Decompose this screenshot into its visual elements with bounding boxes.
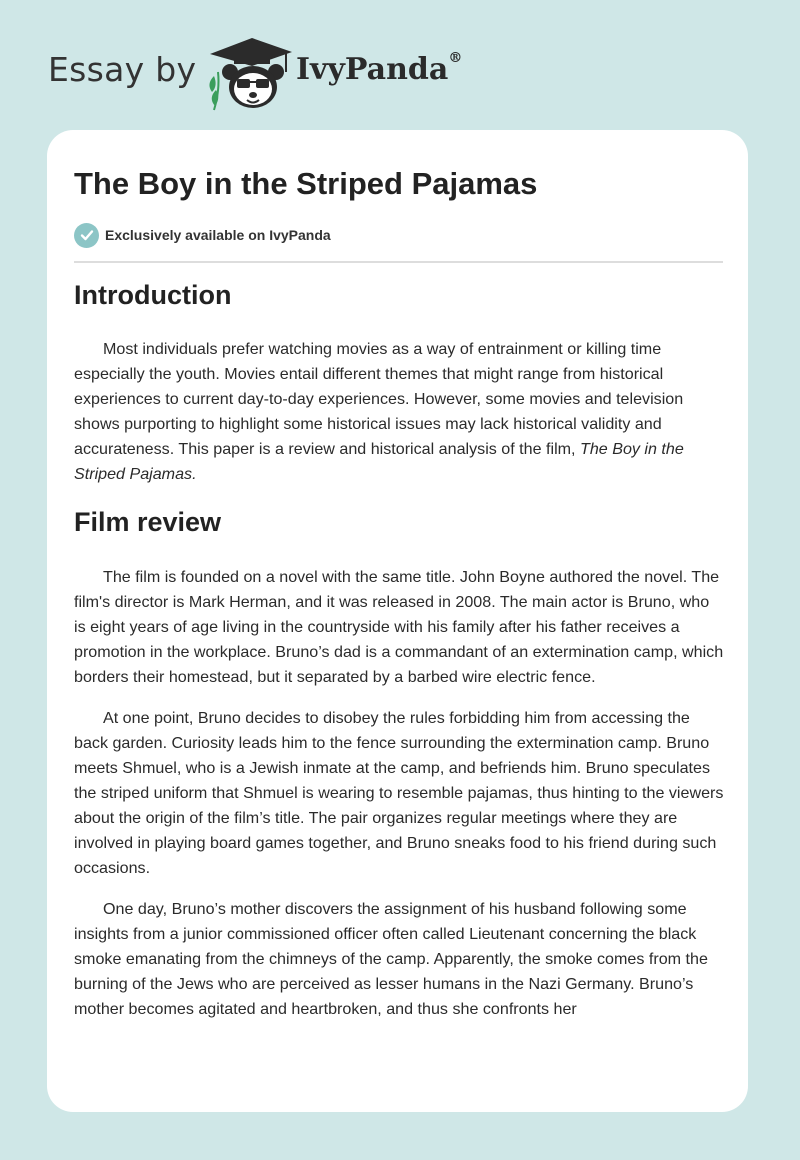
film-title-italic: The Boy in the Striped Pajamas.: [74, 440, 684, 483]
registered-mark: ®: [448, 50, 463, 66]
brand-name[interactable]: [296, 52, 462, 87]
divider: [74, 261, 723, 263]
paragraph: The film is founded on a novel with the same title. John Boyne authored the novel. The film's director is Mark Herman, and it was released in 2008. The main actor is Bruno, who is eight years of age living in the countryside with his family after his father receives a promotion in the workplace. Bruno’s dad is a commandant of an extermination camp, which borders their homestead, but it separated by a barbed wire electric fence.: [74, 568, 724, 686]
essay-title: The Boy in the Striped Pajamas: [74, 166, 538, 201]
section-heading-film-review: Film review: [74, 507, 222, 537]
brand-text: IvyPanda: [296, 52, 449, 87]
essay-body: [74, 280, 724, 1022]
paragraph-text: Most individuals prefer watching movies as a way of entrainment or killing time especially the youth. Movies entail different themes that might range from historical experiences to current day-to-day experiences. However, some movies and television shows purporting to highlight some historical issues may lack historical validity and accurateness. This paper is a review and historical analysis of the film,: [74, 340, 684, 458]
exclusive-badge-label: Exclusively available on IvyPanda: [105, 227, 331, 243]
essay-by-label: Essay by: [48, 50, 197, 89]
panda-logo-icon[interactable]: [200, 32, 296, 112]
essay-card: [47, 130, 748, 1112]
exclusive-badge: [74, 222, 331, 248]
checkmark-icon: [74, 223, 99, 248]
paragraph: At one point, Bruno decides to disobey the rules forbidding him from accessing the back garden. Curiosity leads him to the fence surrounding the extermination camp. Bruno meets Shmuel, who is a Jewish inmate at the camp, and befriends him. Bruno speculates the striped uniform that Shmuel is wearing to resemble pajamas, thus hinting to the viewers about the origin of the film’s title. The pair organizes regular meetings where they are involved in playing board games together, and Bruno sneaks food to his friend during such occasions.: [74, 709, 724, 877]
paragraph: One day, Bruno’s mother discovers the assignment of his husband following some insights from a junior commissioned officer often called Lieutenant concerning the black smoke emanating from the chimneys of the camp. Apparently, the smoke comes from the burning of the Jews who are perceived as lesser humans in the Nazi Germany. Bruno’s mother becomes agitated and heartbroken, and thus she confronts her: [74, 900, 708, 1018]
paragraph: [74, 337, 724, 487]
section-heading-introduction: Introduction: [74, 280, 232, 310]
site-header: [0, 0, 800, 130]
